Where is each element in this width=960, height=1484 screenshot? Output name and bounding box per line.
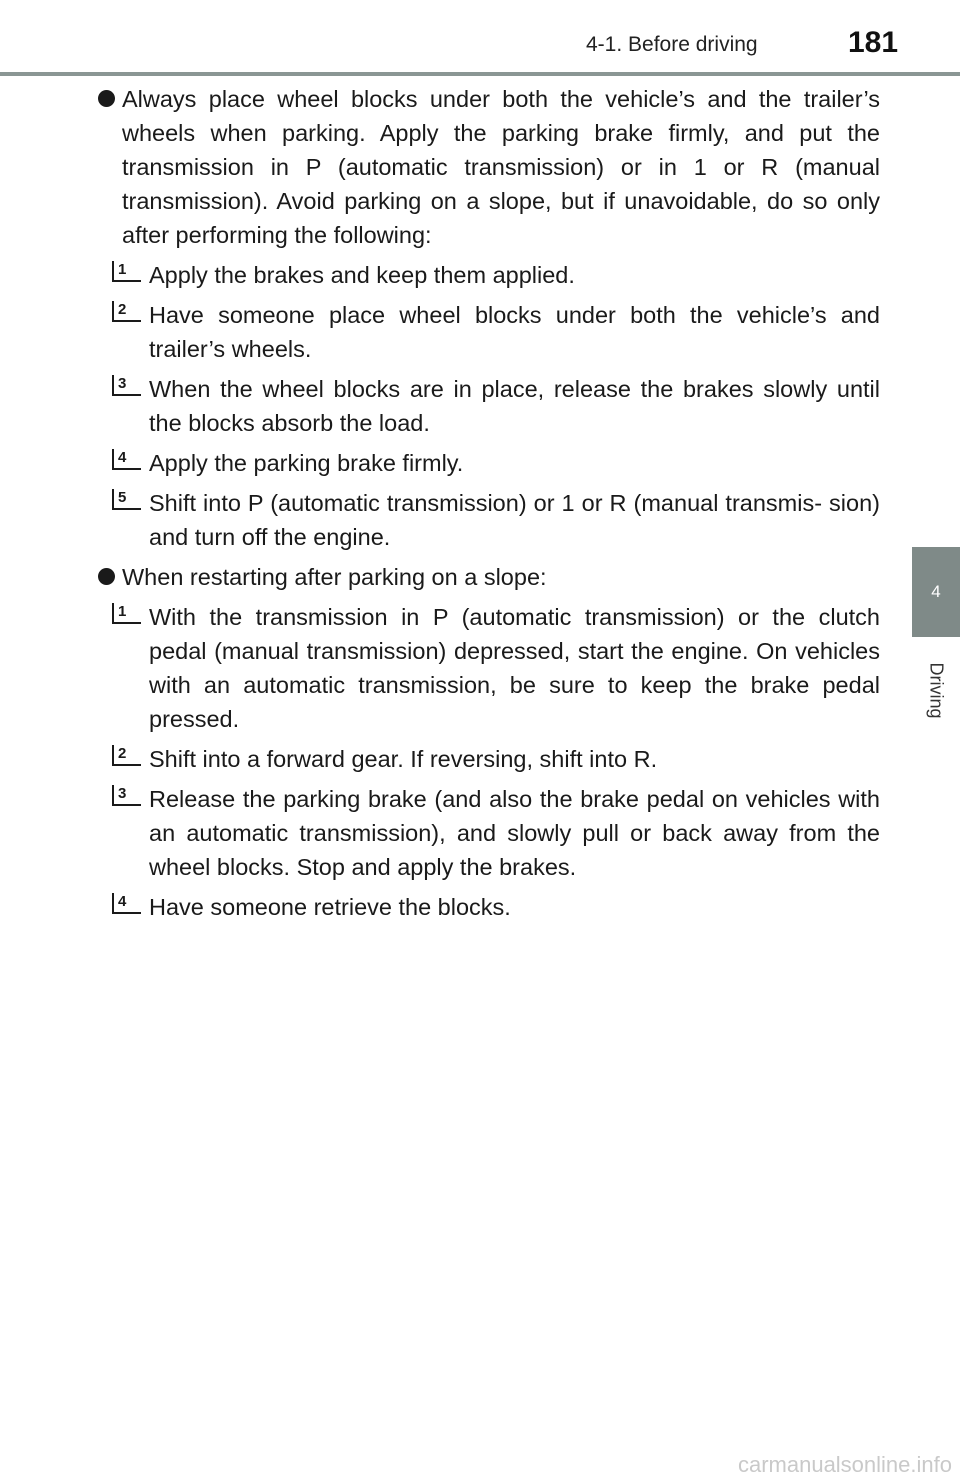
step-number-icon: 1 (112, 603, 141, 624)
step-text: Release the parking brake (and also the brake pedal on vehicles with an automatic transmission), and slowly pull or back away from the wheel blocks. Stop and apply the brakes. (149, 786, 880, 880)
parking-steps-list (96, 258, 880, 554)
step-number-icon: 2 (112, 745, 141, 766)
step-item (96, 446, 880, 480)
step-text: Apply the parking brake firmly. (149, 450, 464, 476)
step-text: With the transmission in P (automatic transmission) or the clutch pedal (manual transmission) depressed, start the engine. On vehicles with an automatic transmission, be sure to keep the brake pedal pressed. (149, 604, 880, 732)
step-number-icon: 4 (112, 893, 141, 914)
step-number-icon: 1 (112, 261, 141, 282)
step-text: Have someone place wheel blocks under both the vehicle’s and trailer’s wheels. (149, 302, 880, 362)
step-text: Shift into a forward gear. If reversing, shift into R. (149, 746, 658, 772)
chapter-label (914, 650, 958, 730)
step-item (96, 372, 880, 440)
step-item (96, 890, 880, 924)
step-item (96, 486, 880, 554)
step-number-icon: 3 (112, 785, 141, 806)
step-item (96, 782, 880, 884)
bullet-paragraph (96, 560, 880, 594)
restart-steps-list (96, 600, 880, 924)
step-text: Shift into P (automatic transmission) or 1 or R (manual transmis- sion) and turn off the engine. (149, 490, 880, 550)
chapter-title: Driving (926, 661, 947, 719)
step-item (96, 600, 880, 736)
section-title: 4-1. Before driving (586, 33, 758, 56)
step-text: Have someone retrieve the blocks. (149, 894, 511, 920)
page-content (96, 82, 880, 930)
step-text: Apply the brakes and keep them applied. (149, 262, 575, 288)
bullet-text: When restarting after parking on a slope: (122, 564, 547, 590)
bullet-icon (98, 90, 115, 107)
chapter-tab (912, 547, 960, 637)
bullet-paragraph (96, 82, 880, 252)
step-number-icon: 3 (112, 375, 141, 396)
step-item (96, 298, 880, 366)
page-header (0, 0, 960, 80)
step-number-icon: 5 (112, 489, 141, 510)
step-item (96, 258, 880, 292)
chapter-number: 4 (931, 582, 941, 601)
step-number-icon: 2 (112, 301, 141, 322)
header-divider (0, 72, 960, 76)
bullet-icon (98, 568, 115, 585)
step-text: When the wheel blocks are in place, release the brakes slowly until the blocks absorb the load. (149, 376, 880, 436)
page-number: 181 (848, 26, 899, 59)
step-item (96, 742, 880, 776)
step-number-icon: 4 (112, 449, 141, 470)
bullet-text: Always place wheel blocks under both the vehicle’s and the trailer’s wheels when parking. Apply the parking brake firmly, and put the transmission in P (automatic transmission) or in 1 or R (manual transmission). Avoid parking on a slope, but if unavoidable, do so only after performing the following: (122, 86, 880, 248)
watermark: carmanualsonline.info (737, 1452, 952, 1477)
